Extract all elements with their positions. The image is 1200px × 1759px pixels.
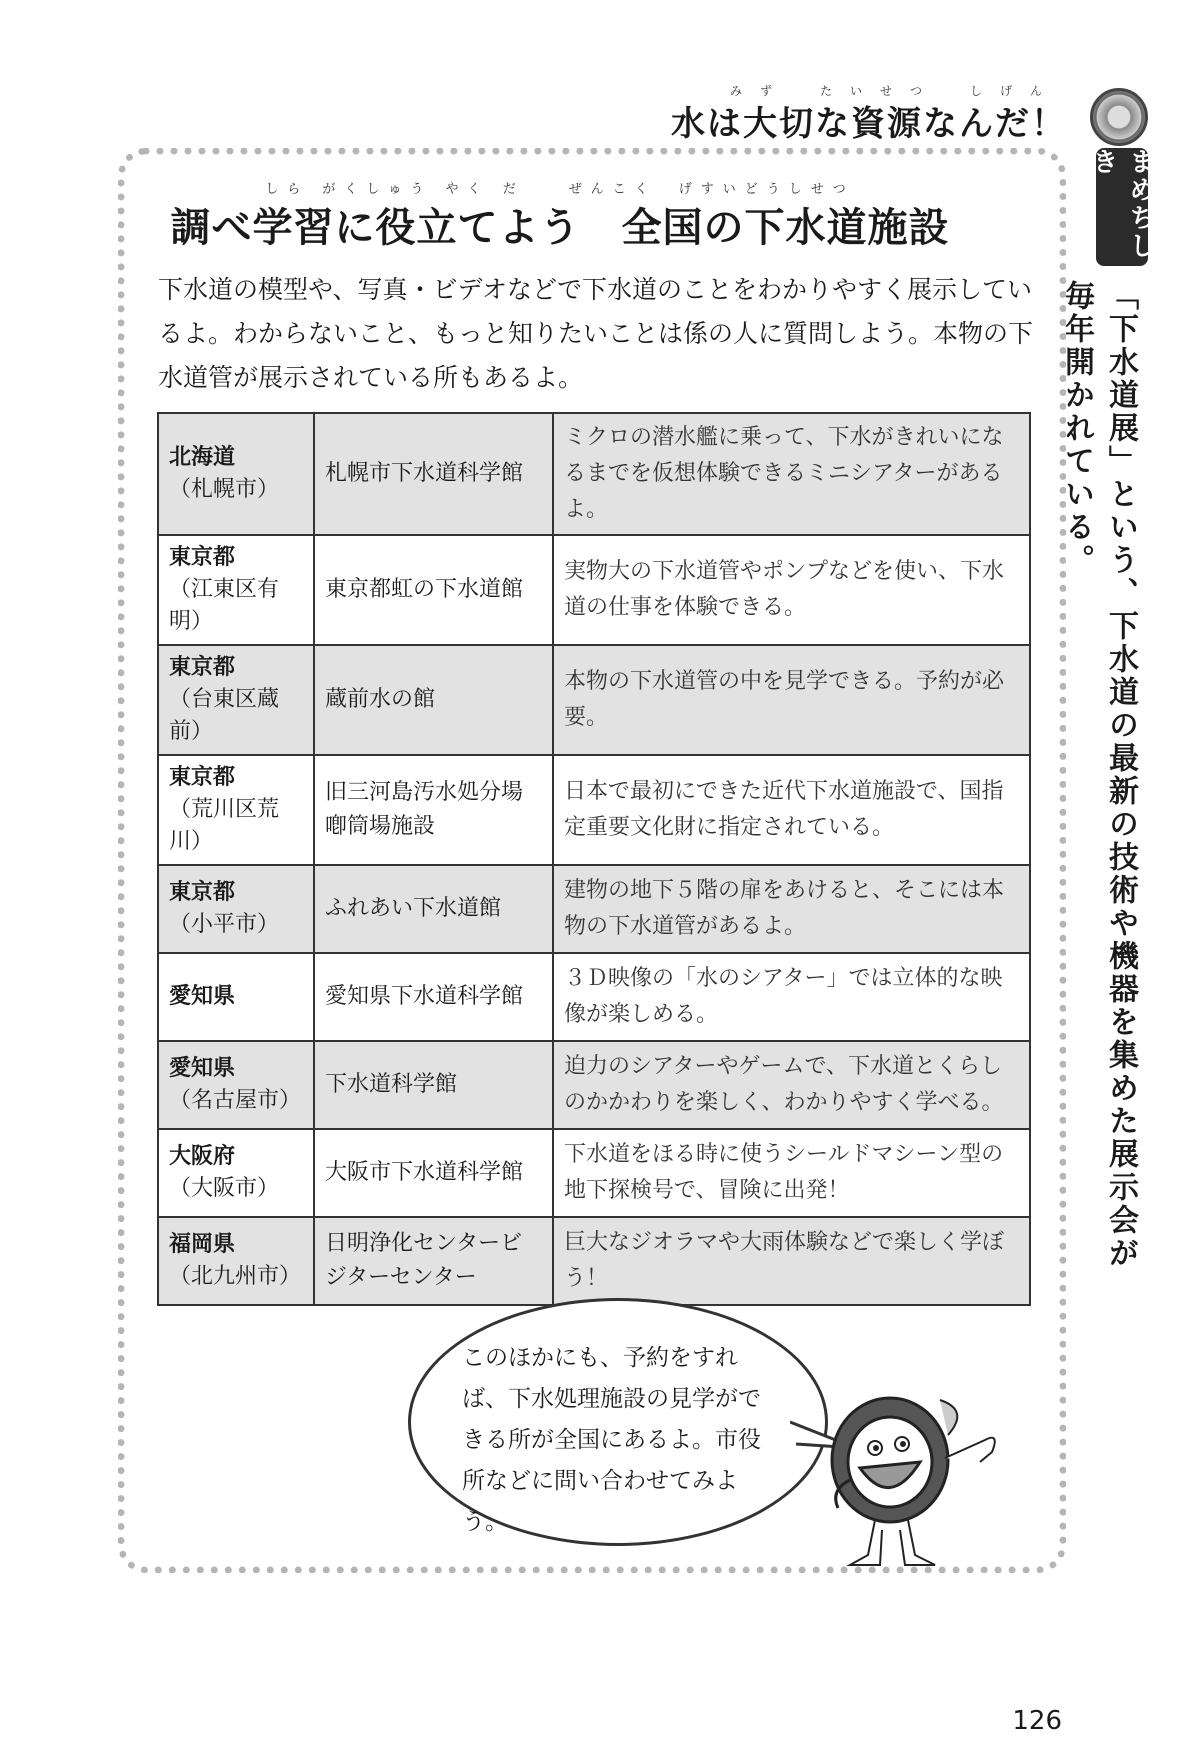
page-number: 126: [1012, 1706, 1062, 1736]
prefecture-cell: [158, 413, 314, 535]
facility-description: 本物の下水道管の中を見学できる。予約が必要。: [553, 645, 1030, 755]
table-row: [158, 953, 1030, 1041]
facility-name: 東京都虹の下水道館: [314, 535, 553, 645]
prefecture-cell: [158, 1041, 314, 1129]
facilities-table: [157, 412, 1031, 1306]
side-tab-label: まめちしき: [1096, 148, 1148, 266]
facility-name: 日明浄化センタービジターセンター: [314, 1217, 553, 1305]
city-name: （小平市）: [169, 912, 280, 937]
prefecture-cell: [158, 865, 314, 953]
city-name: （札幌市）: [169, 477, 280, 502]
facility-description: 実物大の下水道管やポンプなどを使い、下水道の仕事を体験できる。: [553, 535, 1030, 645]
city-name: （北九州市）: [169, 1264, 302, 1289]
city-name: （台東区蔵前）: [169, 687, 280, 744]
intro-paragraph: 下水道の模型や、写真・ビデオなどで下水道のことをわかりやすく展示しているよ。わからないこと、もっと知りたいことは係の人に質問しよう。本物の下水道管が展示されている所もあるよ。: [158, 275, 1034, 392]
city-name: （大阪市）: [169, 1176, 280, 1201]
speech-bubble-text: このほかにも、予約をすれば、下水処理施設の見学ができる所が全国にあるよ。市役所などに問い合わせてみよう。: [462, 1345, 761, 1535]
table-row: [158, 645, 1030, 755]
facility-description: 下水道をほる時に使うシールドマシーン型の地下探検号で、冒険に出発！: [553, 1129, 1030, 1217]
city-name: （江東区有明）: [169, 577, 280, 634]
table-row: [158, 1041, 1030, 1129]
chapter-title: 水は大切な資源なんだ！: [671, 104, 1067, 144]
prefecture-cell: [158, 535, 314, 645]
prefecture-name: 東京都: [169, 880, 236, 905]
facility-description: ３Ｄ映像の「水のシアター」では立体的な映像が楽しめる。: [553, 953, 1030, 1041]
prefecture-name: 愛知県: [169, 1056, 236, 1081]
facility-description: 日本で最初にできた近代下水道施設で、国指定重要文化財に指定されている。: [553, 755, 1030, 865]
table-row: [158, 1217, 1030, 1305]
prefecture-name: 愛知県: [169, 984, 236, 1009]
facility-name: 札幌市下水道科学館: [314, 413, 553, 535]
facility-name: 愛知県下水道科学館: [314, 953, 553, 1041]
prefecture-name: 福岡県: [169, 1232, 236, 1257]
side-trivia-note: 「下水道展」という、下水道の最新の技術や機器を集めた展示会が毎年開かれている。: [1059, 280, 1138, 1270]
prefecture-cell: [158, 755, 314, 865]
prefecture-cell: [158, 1217, 314, 1305]
prefecture-name: 東京都: [169, 545, 236, 570]
prefecture-name: 北海道: [169, 445, 236, 470]
prefecture-name: 東京都: [169, 765, 236, 790]
table-row: [158, 535, 1030, 645]
facility-name: 蔵前水の館: [314, 645, 553, 755]
table-row: [158, 413, 1030, 535]
main-title-ruby: しら がくしゅう やく だ ぜんこく げすいどうしせつ: [265, 182, 855, 197]
table-row: [158, 755, 1030, 865]
facility-description: 迫力のシアターやゲームで、下水道とくらしのかかわりを楽しく、わかりやすく学べる。: [553, 1041, 1030, 1129]
manhole-emblem-icon: [1090, 88, 1148, 146]
table-row: [158, 1129, 1030, 1217]
prefecture-cell: [158, 645, 314, 755]
facility-description: ミクロの潜水艦に乗って、下水がきれいになるまでを仮想体験できるミニシアターがあるよ。: [553, 413, 1030, 535]
facility-name: 大阪市下水道科学館: [314, 1129, 553, 1217]
page-title: 調べ学習に役立てよう 全国の下水道施設: [170, 205, 950, 251]
facility-name: 下水道科学館: [314, 1041, 553, 1129]
prefecture-name: 東京都: [169, 655, 236, 680]
prefecture-cell: [158, 1129, 314, 1217]
prefecture-cell: [158, 953, 314, 1041]
prefecture-name: 大阪府: [169, 1144, 236, 1169]
facility-description: 巨大なジオラマや大雨体験などで楽しく学ぼう！: [553, 1217, 1030, 1305]
table-row: [158, 865, 1030, 953]
manhole-mascot-icon: [820, 1380, 1020, 1580]
facility-description: 建物の地下５階の扉をあけると、そこには本物の下水道管があるよ。: [553, 865, 1030, 953]
city-name: （名古屋市）: [169, 1088, 302, 1113]
facility-name: 旧三河島汚水処分場喞筒場施設: [314, 755, 553, 865]
facility-name: ふれあい下水道館: [314, 865, 553, 953]
city-name: （荒川区荒川）: [169, 797, 280, 854]
chapter-title-ruby: みず たいせつ しげん: [729, 84, 1060, 98]
